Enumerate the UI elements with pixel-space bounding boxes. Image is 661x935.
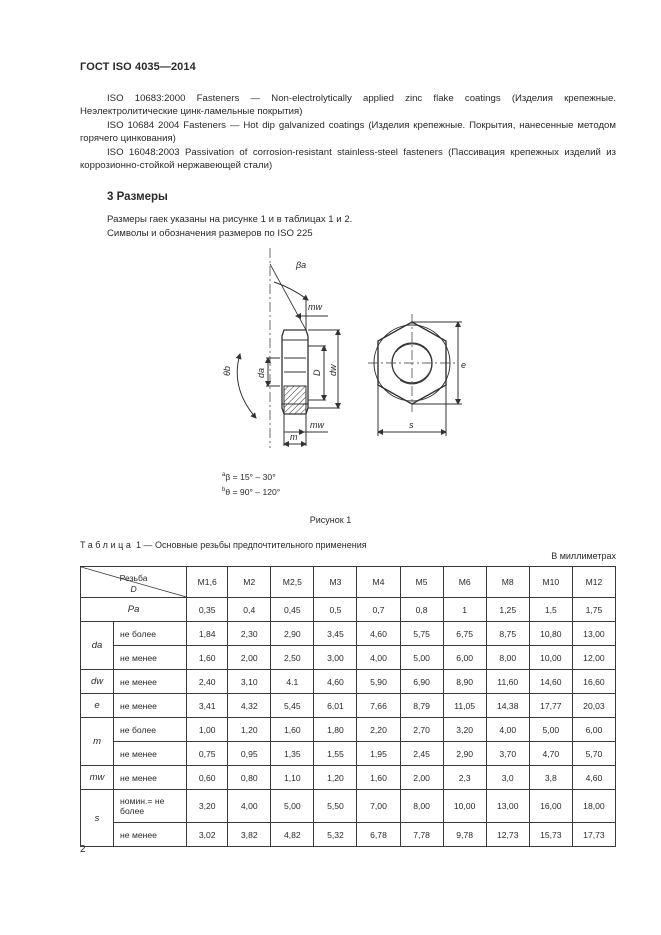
table-row [81,718,616,742]
table-cell: 6,00 [572,718,615,742]
table-cell: 0,95 [228,742,271,766]
table-cell: 3,45 [314,622,357,646]
reference-item: ISO 16048:2003 Passivation of corrosion-resistant stainless-steel fasteners (Пассивация крепежных изделий из коррозионно-стойкой нержавеющей стали) [80,146,616,172]
table-cell: 4,82 [271,823,314,847]
row-label: не более [114,622,187,646]
label-mw-bottom: mw [310,420,324,430]
label-D: D [312,369,322,376]
label-mw-top: mw [308,302,322,312]
table-cell: 6,90 [400,670,443,694]
table-cell: 1,75 [572,598,615,622]
label-theta: θb [222,366,232,376]
table-cell: 16,00 [529,790,572,823]
table-cell: 5,45 [271,694,314,718]
table-cell: 12,73 [486,823,529,847]
table-cell: 2,90 [271,622,314,646]
table-cell: 3,00 [314,646,357,670]
row-label: не менее [114,742,187,766]
table-row [81,823,616,847]
table-cell: 4,00 [357,646,400,670]
label-beta: βa [296,260,307,270]
table-cell: 8,90 [443,670,486,694]
table-cell: 4,60 [572,766,615,790]
table-cell: 6,00 [443,646,486,670]
intro-line: Размеры гаек указаны на рисунке 1 и в таблицах 1 и 2. [107,214,353,225]
table-row [81,598,616,622]
table-cell: 1,5 [529,598,572,622]
table-row [81,766,616,790]
table-row [81,622,616,646]
table-title-prefix: Таблица [80,540,134,550]
table-cell: 20,03 [572,694,615,718]
table-cell: 7,78 [400,823,443,847]
size-header: M5 [400,567,443,598]
figure-caption: Рисунок 1 [309,515,352,525]
table-cell: 2,00 [228,646,271,670]
table-cell: 5,90 [357,670,400,694]
table-row [81,742,616,766]
table-cell: 2,30 [228,622,271,646]
table-cell: 0,80 [228,766,271,790]
table-cell: 3,0 [486,766,529,790]
size-header: M12 [572,567,615,598]
table-cell: 1,84 [187,622,228,646]
table-cell: 11,60 [486,670,529,694]
row-symbol: Pa [81,598,187,622]
table-cell: 4,60 [314,670,357,694]
table-cell: 5,32 [314,823,357,847]
table-cell: 0,75 [187,742,228,766]
size-header: M1,6 [187,567,228,598]
table-cell: 1,35 [271,742,314,766]
table-cell: 4,70 [529,742,572,766]
row-symbol: dw [81,670,114,694]
table-cell: 3,70 [486,742,529,766]
row-symbol: mw [81,766,114,790]
table-cell: 4,32 [228,694,271,718]
label-dw: dw [328,364,338,376]
label-da: da [256,367,266,378]
table-cell: 10,80 [529,622,572,646]
row-label: не менее [114,823,187,847]
table-cell: 1,20 [228,718,271,742]
table-cell: 2,70 [400,718,443,742]
table-cell: 2,00 [400,766,443,790]
row-symbol: s [81,790,114,847]
table-cell: 8,75 [486,622,529,646]
reference-item: ISO 10683:2000 Fasteners — Non-electrolytically applied zinc flake coatings (Изделия крепежные. Неэлектролитические цинк-ламельные покрытия) [80,93,616,118]
table-cell: 5,00 [529,718,572,742]
table-cell: 0,5 [314,598,357,622]
table-cell: 10,00 [443,790,486,823]
size-header: M10 [529,567,572,598]
row-label: не менее [114,766,187,790]
table-cell: 2,40 [187,670,228,694]
table-cell: 1,55 [314,742,357,766]
table-cell: 0,7 [357,598,400,622]
table-cell: 3,82 [228,823,271,847]
table-title-rest: 1 — Основные резьбы предпочтительного применения [133,540,367,550]
note-b: $^b$θ = 90° – 120° [222,486,281,497]
table-cell: 1,10 [271,766,314,790]
figure-notes [222,469,280,499]
table-cell: 0,4 [228,598,271,622]
table-cell: 0,8 [400,598,443,622]
nut-drawing [200,248,500,463]
row-label: не менее [114,670,187,694]
table-cell: 4,00 [486,718,529,742]
table-cell: 16,60 [572,670,615,694]
table-cell: 6,75 [443,622,486,646]
reference-item: ISO 10684 2004 Fasteners — Hot dip galvanized coatings (Изделия крепежные. Покрытия, нанесенные методом горячего цинкования) [80,119,616,145]
table-cell: 18,00 [572,790,615,823]
table-cell: 7,00 [357,790,400,823]
row-symbol: da [81,622,114,670]
table-cell: 8,00 [486,646,529,670]
nut-side-view [237,248,340,448]
table-cell: 1,80 [314,718,357,742]
table-cell: 14,60 [529,670,572,694]
table-cell: 0,45 [271,598,314,622]
size-header: M3 [314,567,357,598]
table-cell: 12,00 [572,646,615,670]
label-s: s [409,420,414,430]
table-cell: 5,50 [314,790,357,823]
table-cell: 1,60 [357,766,400,790]
table-cell: 13,00 [572,622,615,646]
table-cell: 11,05 [443,694,486,718]
row-label: номин.= не более [114,790,187,823]
table-cell: 17,73 [572,823,615,847]
size-header: M2 [228,567,271,598]
table-cell: 3,20 [187,790,228,823]
table-cell: 9,78 [443,823,486,847]
table-cell: 8,00 [400,790,443,823]
table-title [80,540,367,550]
size-header: M6 [443,567,486,598]
table-cell: 2,3 [443,766,486,790]
table-cell: 1,00 [187,718,228,742]
note-a: $^a$β = 15° – 30° [222,471,276,482]
table-cell: 1,60 [187,646,228,670]
table-cell: 5,70 [572,742,615,766]
table-cell: 5,75 [400,622,443,646]
header-thread-label: Резьба [119,573,148,583]
table-cell: 3,20 [443,718,486,742]
normative-references [80,92,616,172]
table-cell: 2,20 [357,718,400,742]
table-cell: 17,77 [529,694,572,718]
size-header: M4 [357,567,400,598]
table-units: В миллиметрах [551,551,616,561]
table-cell: 3,02 [187,823,228,847]
table-cell: 5,00 [400,646,443,670]
intro-line: Символы и обозначения размеров по ISO 225 [107,228,313,239]
label-e: e [461,360,467,370]
table-cell: 7,66 [357,694,400,718]
table-cell: 1,25 [486,598,529,622]
table-row [81,694,616,718]
table-cell: 15,73 [529,823,572,847]
row-symbol: e [81,694,114,718]
table-cell: 4.1 [271,670,314,694]
table-cell: 1,60 [271,718,314,742]
nut-front-view [368,314,462,436]
dimensions-table [80,566,616,847]
table-cell: 0,60 [187,766,228,790]
header-thread-cell [81,567,187,598]
document-header: ГОСТ ISO 4035—2014 [80,61,196,73]
row-symbol: m [81,718,114,766]
table-row [81,670,616,694]
label-m: m [290,432,298,442]
section-title: 3 Размеры [107,191,168,203]
table-cell: 3,41 [187,694,228,718]
table-cell: 1,95 [357,742,400,766]
page-number: 2 [80,844,86,855]
row-label: не более [114,718,187,742]
table-cell: 10,00 [529,646,572,670]
table-cell: 4,60 [357,622,400,646]
row-label: не менее [114,694,187,718]
header-thread-symbol: D [130,584,137,594]
table-row [81,790,616,823]
table-row [81,646,616,670]
table-cell: 1 [443,598,486,622]
size-header: M8 [486,567,529,598]
table-cell: 6,01 [314,694,357,718]
table-cell: 13,00 [486,790,529,823]
table-header-row [81,567,616,598]
table-cell: 1,20 [314,766,357,790]
table-cell: 3,10 [228,670,271,694]
table-cell: 5,00 [271,790,314,823]
table-cell: 2,50 [271,646,314,670]
row-label: не менее [114,646,187,670]
table-cell: 2,90 [443,742,486,766]
table-cell: 14,38 [486,694,529,718]
table-cell: 3,8 [529,766,572,790]
size-header: M2,5 [271,567,314,598]
table-cell: 8,79 [400,694,443,718]
table-cell: 6,78 [357,823,400,847]
table-cell: 2,45 [400,742,443,766]
table-cell: 4,00 [228,790,271,823]
section-intro [107,213,352,241]
table-cell: 0,35 [187,598,228,622]
